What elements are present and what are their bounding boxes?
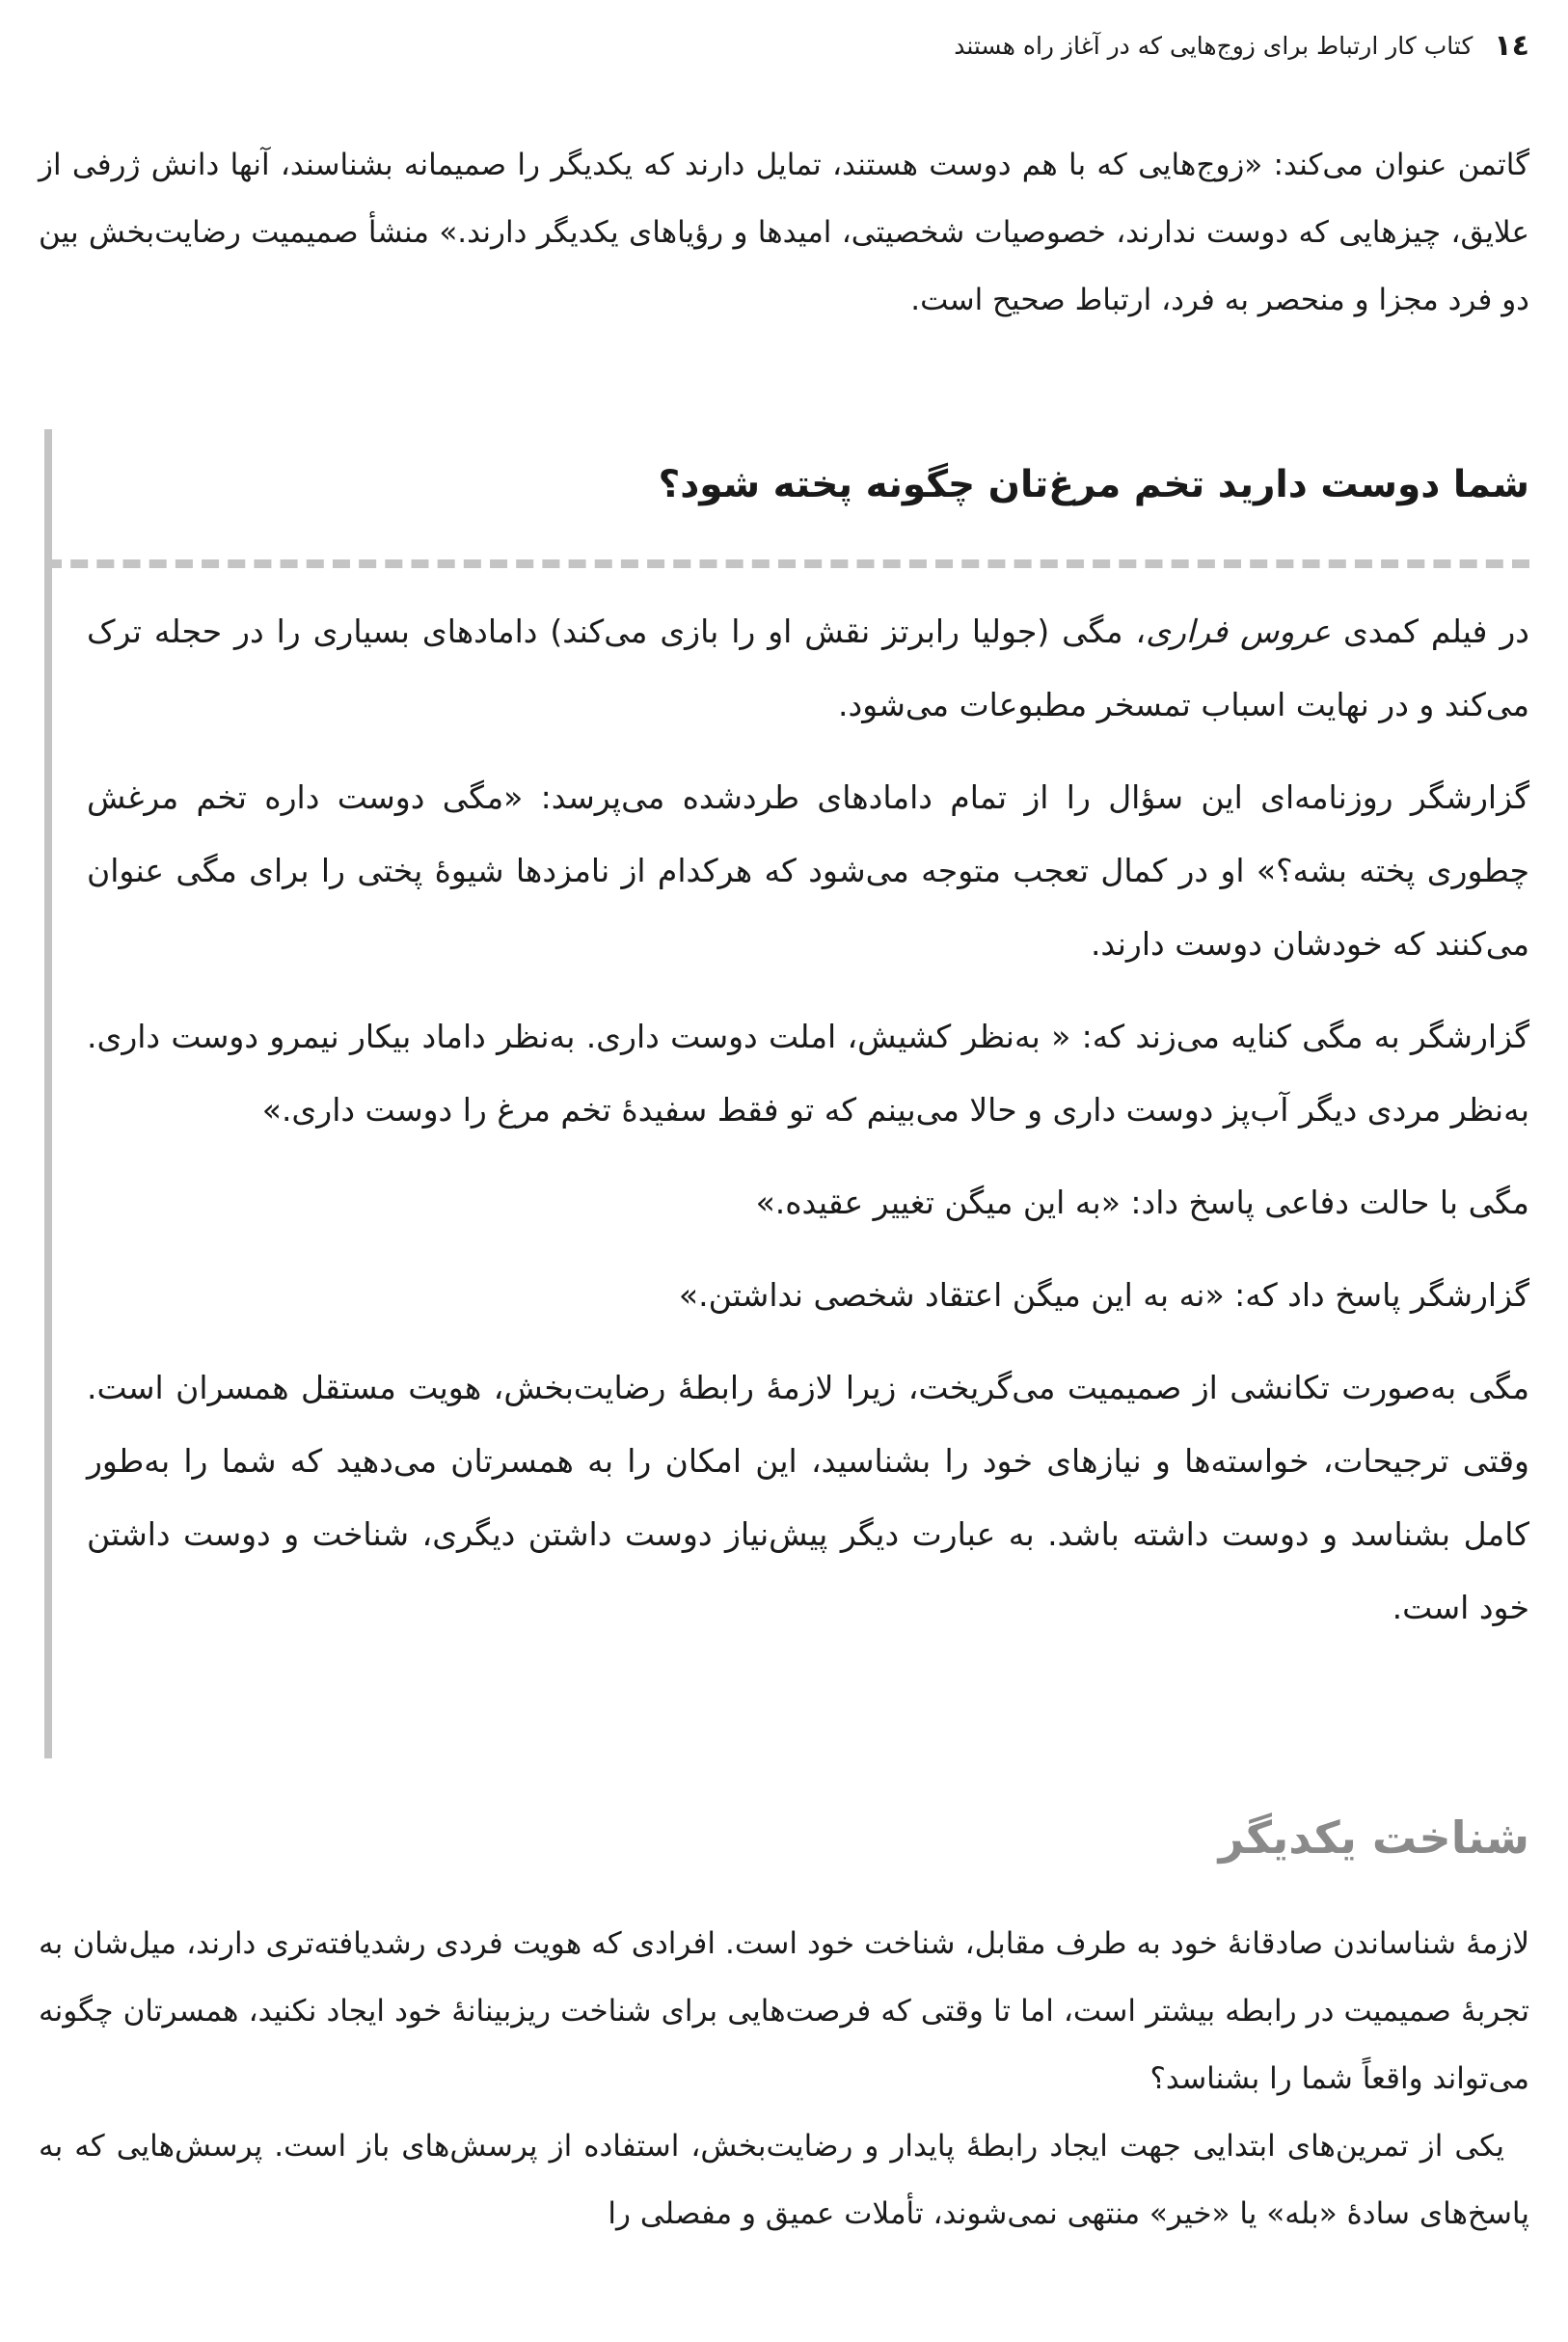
movie-title: عروس فراری: [1146, 613, 1332, 650]
box-paragraph-1: [87, 595, 1529, 742]
sidebar-box: [44, 429, 1529, 1758]
intro-paragraph: گاتمن عنوان می‌کند: «زوج‌هایی که با هم دوست هستند، تمایل دارند که یکدیگر را صمیمانه بشناسند، آنها دانش ژرفی از علایق، چیزهایی که دوست ندارند، خصوصیات شخصیتی، امیدها و رؤیاهای یکدیگر دارند.» منشأ صمیمیت رضایت‌بخش بین دو فرد مجزا و منحصر به فرد، ارتباط صحیح است.: [39, 148, 1529, 317]
box-paragraph-4: مگی با حالت دفاعی پاسخ داد: «به این میگن تغییر عقیده.»: [755, 1184, 1529, 1221]
box-dashed-divider: [44, 559, 1529, 568]
box-paragraph-1-start: در فیلم کمدی: [1331, 613, 1529, 650]
box-paragraph-2: گزارشگر روزنامه‌ای این سؤال را از تمام دامادهای طردشده می‌پرسد: «مگی دوست داره تخم مرغش چطوری پخته بشه؟» او در کمال تعجب متوجه می‌شود که هرکدام از نامزدها شیوهٔ پختی را برای مگی عنوان می‌کنند که خودشان دوست دارند.: [87, 778, 1529, 963]
box-body: [87, 595, 1529, 1664]
box-paragraph-6: مگی به‌صورت تکانشی از صمیمیت می‌گریخت، زیرا لازمهٔ رابطهٔ رضایت‌بخش، هویت مستقل همسران است. وقتی ترجیحات، خواسته‌ها و نیازهای خود را بشناسید، این امکان را به همسرتان می‌دهید که شما را به‌طور کامل بشناسد و دوست داشته باشد. به عبارت دیگر پیش‌نیاز دوست داشتن دیگری، شناخت و دوست داشتن خود است.: [87, 1369, 1529, 1626]
box-paragraph-5: گزارشگر پاسخ داد که: «نه به این میگن اعتقاد شخصی نداشتن.»: [678, 1276, 1529, 1314]
section-heading: شناخت یکدیگر: [1218, 1811, 1529, 1864]
box-content: [87, 429, 1529, 1758]
running-head: [39, 21, 1529, 69]
section-paragraph-2: یکی از تمرین‌های ابتدایی جهت ایجاد رابطهٔ پایدار و رضایت‌بخش، استفاده از پرسش‌های باز است. پرسش‌هایی که به پاسخ‌های سادهٔ «بله» یا «خیر» منتهی نمی‌شوند، تأملات عمیق و مفصلی را: [39, 2129, 1529, 2231]
section-body: [39, 1910, 1529, 2247]
book-title: کتاب کار ارتباط برای زوج‌هایی که در آغاز راه هستند: [954, 31, 1473, 60]
page-number: ١٤: [1494, 28, 1529, 63]
box-paragraph-1-end: ، مگی (جولیا رابرتز نقش او را بازی می‌کند) دامادهای بسیاری را در حجله ترک می‌کند و در نهایت اسباب تمسخر مطبوعات می‌شود.: [87, 613, 1529, 723]
intro-section: [39, 131, 1529, 334]
section-paragraph-1: لازمهٔ شناساندن صادقانهٔ خود به طرف مقابل، شناخت خود است. افرادی که هویت فردی رشدیافته‌تری دارند، میل‌شان به تجربهٔ صمیمیت در رابطه بیشتر است، اما تا وقتی که فرصت‌هایی برای شناخت ریزبینانهٔ خود ایجاد نکنید، همسرتان چگونه می‌تواند واقعاً شما را بشناسد؟: [39, 1926, 1529, 2096]
box-paragraph-3: گزارشگر به مگی کنایه می‌زند که: « به‌نظر کشیش، املت دوست داری. به‌نظر داماد بیکار نیمرو دوست داری. به‌نظر مردی دیگر آب‌پز دوست داری و حالا می‌بینم که تو فقط سفیدهٔ تخم مرغ را دوست داری.»: [87, 1018, 1529, 1129]
box-title: شما دوست دارید تخم مرغ‌تان چگونه پخته شود؟: [658, 463, 1529, 506]
box-vertical-rule: [44, 429, 52, 1758]
